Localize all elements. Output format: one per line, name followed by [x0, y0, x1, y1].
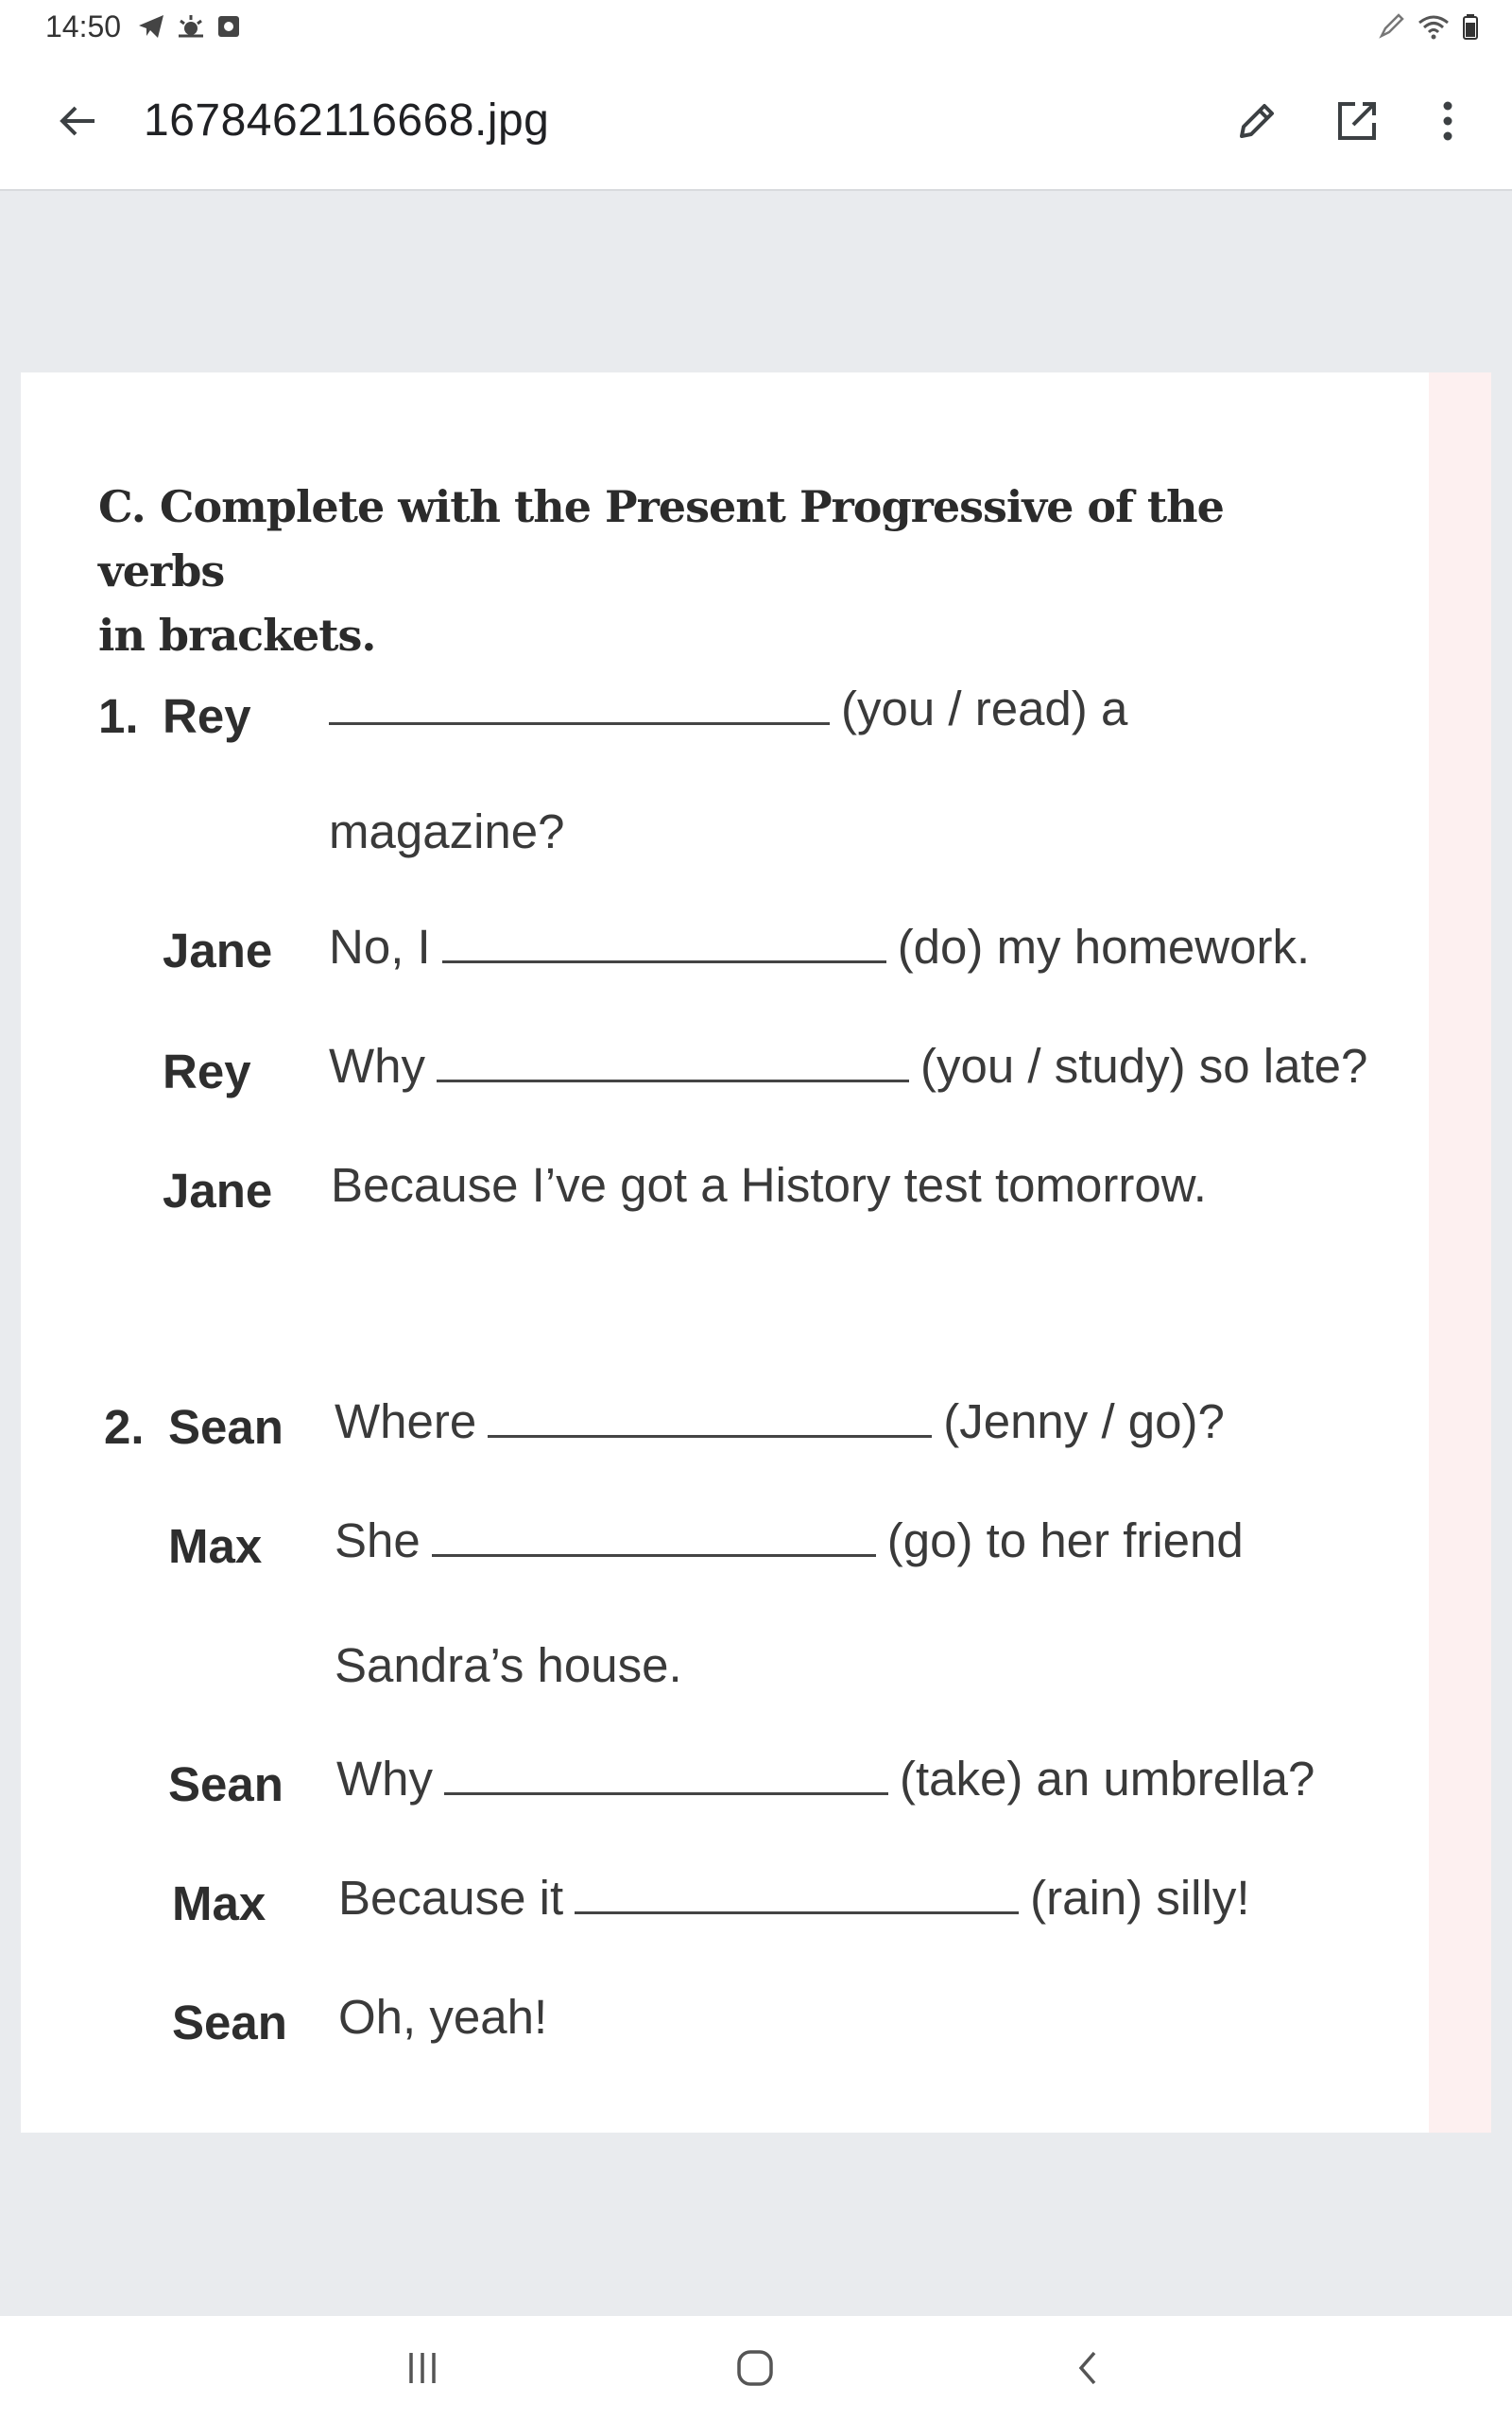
file-title: 1678462116668.jpg — [144, 95, 550, 146]
speaker-label: Sean — [168, 1400, 284, 1454]
dialogue-line: Because I’ve got a History test tomorrow. — [331, 1158, 1207, 1212]
back-arrow-icon — [57, 100, 98, 142]
dialogue-line: She (go) to her friend — [335, 1513, 1244, 1567]
answer-blank — [575, 1879, 1019, 1914]
exercise-number: 2. — [104, 1400, 145, 1454]
system-back-button[interactable] — [1045, 2337, 1130, 2399]
telegram-icon — [137, 13, 165, 40]
answer-blank — [432, 1522, 876, 1557]
dialogue-line: Where (Jenny / go)? — [335, 1394, 1225, 1448]
stylus-icon — [1378, 13, 1404, 40]
weather-icon — [177, 13, 205, 40]
status-bar — [0, 0, 1512, 53]
more-vert-icon — [1438, 98, 1457, 144]
dialogue-line: No, I (do) my homework. — [329, 920, 1311, 974]
speaker-label: Jane — [163, 924, 273, 977]
dialogue-line: magazine? — [329, 804, 565, 858]
speaker-label: Sean — [168, 1757, 284, 1811]
recent-apps-button[interactable] — [380, 2337, 465, 2399]
recent-apps-icon — [404, 2351, 441, 2385]
status-notification-icons — [137, 11, 241, 42]
answer-blank — [488, 1403, 932, 1438]
dialogue-line: Why (take) an umbrella? — [336, 1752, 1315, 1806]
navigation-bar — [0, 2316, 1512, 2420]
speaker-label: Jane — [163, 1164, 273, 1218]
page-edge — [1429, 372, 1491, 2133]
more-options-button[interactable] — [1418, 91, 1478, 151]
chevron-left-icon — [1074, 2349, 1102, 2387]
dialogue-line: (you / read) a — [329, 681, 1127, 736]
edit-pencil-icon — [1234, 98, 1280, 144]
speaker-label: Sean — [172, 1996, 287, 2049]
back-button[interactable] — [47, 91, 108, 151]
app-bar — [0, 53, 1512, 191]
exercise-heading: C. Complete with the Present Progressive of the verbs in brackets. — [98, 481, 1224, 661]
dialogue-line: Why (you / study) so late? — [329, 1039, 1368, 1093]
wifi-icon — [1418, 13, 1450, 40]
speaker-label: Rey — [163, 1045, 251, 1098]
dialogue-line: Sandra’s house. — [335, 1638, 682, 1692]
answer-blank — [442, 928, 886, 963]
status-system-icons — [1378, 11, 1478, 42]
open-external-icon — [1334, 98, 1380, 144]
exercise-number: 1. — [98, 689, 139, 743]
dialogue-line: Because it (rain) silly! — [338, 1871, 1250, 1925]
outlook-icon — [216, 13, 241, 40]
status-time: 14:50 — [45, 9, 122, 43]
answer-blank — [437, 1047, 909, 1082]
home-button[interactable] — [713, 2337, 798, 2399]
worksheet-image[interactable] — [21, 372, 1491, 2133]
home-icon — [735, 2348, 775, 2388]
answer-blank — [329, 690, 830, 725]
dialogue-line: Oh, yeah! — [338, 1990, 548, 2044]
speaker-label: Rey — [163, 689, 251, 743]
edit-button[interactable] — [1227, 91, 1287, 151]
answer-blank — [444, 1760, 888, 1795]
speaker-label: Max — [172, 1876, 266, 1930]
open-with-button[interactable] — [1327, 91, 1387, 151]
speaker-label: Max — [168, 1519, 263, 1573]
battery-icon — [1463, 13, 1478, 40]
